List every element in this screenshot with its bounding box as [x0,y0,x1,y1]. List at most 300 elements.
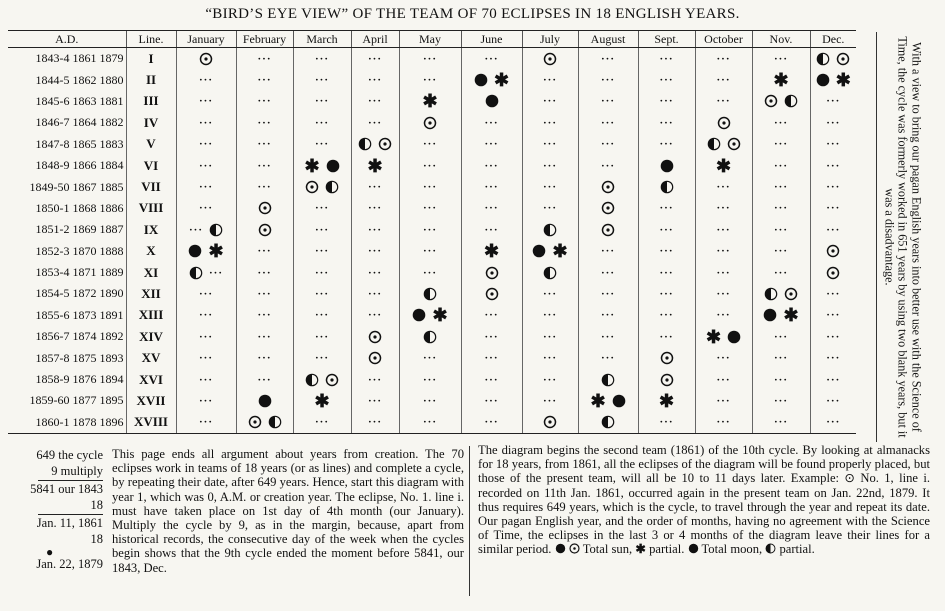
month-cell [810,155,856,176]
month-cell [176,412,236,434]
partial-star-icon: ✱ [552,241,568,262]
empty-marker: ··· [198,352,213,365]
empty-marker: ··· [314,245,329,258]
legend-total-moon: Total moon, [701,542,763,557]
empty-marker: ··· [716,287,731,300]
month-cell [522,283,578,304]
partial-star-icon: ✱ [367,155,383,176]
header-month-4: April [351,31,399,48]
month-cell [399,283,461,304]
month-cell [399,262,461,283]
row-years: 1860-1 1878 1896 [8,412,126,434]
empty-marker: ··· [484,223,499,236]
empty-marker: ··· [198,416,213,429]
month-cell [351,155,399,176]
partial-star-icon: ✱ [705,326,722,347]
partial-star-icon: ✱ [783,305,799,326]
month-cell [236,48,293,70]
empty-marker: ··· [659,330,674,343]
table-row [8,91,856,112]
month-cell [293,347,351,368]
empty-marker: ··· [314,287,329,300]
empty-marker: ··· [314,223,329,236]
month-cell [638,219,695,240]
month-cell [236,112,293,133]
empty-marker: ··· [826,352,841,365]
partial-star-icon: ✱ [658,390,675,411]
month-cell [638,155,695,176]
month-cell [461,369,522,390]
empty-marker: ··· [208,266,223,279]
side-note-box [876,32,927,442]
header-month-7: July [522,31,578,48]
month-cell [176,134,236,155]
month-cell [176,112,236,133]
month-cell [810,241,856,262]
empty-marker: ··· [314,309,329,322]
month-cell [351,283,399,304]
table-row [8,241,856,262]
month-cell [351,176,399,197]
month-cell [578,262,638,283]
table-header [8,31,856,48]
month-cell [638,283,695,304]
total-eclipse-icon [474,73,488,87]
month-cell [638,326,695,347]
month-cell [351,241,399,262]
month-cell [461,219,522,240]
month-cell [461,112,522,133]
total-eclipse-icon [188,244,202,258]
empty-marker: ··· [542,330,557,343]
empty-marker: ··· [716,245,731,258]
month-cell [461,390,522,411]
header-month-10: October [695,31,752,48]
month-cell [638,241,695,262]
empty-marker: ··· [422,266,437,279]
month-cell [399,198,461,219]
total-eclipse-icon [612,394,626,408]
row-line-number: IX [126,219,176,240]
header-line: Line. [126,31,176,48]
calc-line-multiply: 9 multiply [51,463,103,478]
table-row [8,134,856,155]
empty-marker: ··· [659,287,674,300]
month-cell [578,91,638,112]
month-cell [695,305,752,326]
empty-marker: ··· [422,352,437,365]
month-cell [293,305,351,326]
sun-eclipse-icon [784,287,798,301]
sun-eclipse-icon [305,180,319,194]
month-cell [638,91,695,112]
empty-marker: ··· [773,266,788,279]
month-cell [578,412,638,434]
header-ad: A.D. [8,31,126,48]
month-cell [351,305,399,326]
month-cell [578,390,638,411]
month-cell [810,412,856,434]
partial-moon-icon [189,266,203,280]
page-title: “BIRD’S EYE VIEW” OF THE TEAM OF 70 ECLIPSES IN 18 ENGLISH YEARS. [205,6,740,22]
partial-star-icon: ✱ [773,70,789,91]
partial-moon-icon [707,137,721,151]
month-cell [176,176,236,197]
month-cell [752,69,810,90]
month-cell [810,198,856,219]
month-cell [695,326,752,347]
month-cell [810,283,856,304]
month-cell [752,198,810,219]
partial-moon-icon [543,223,557,237]
month-cell [752,241,810,262]
month-cell [638,176,695,197]
month-cell [461,155,522,176]
empty-marker: ··· [600,352,615,365]
partial-moon-icon [423,330,437,344]
empty-marker: ··· [716,352,731,365]
month-cell [810,390,856,411]
row-years: 1846-7 1864 1882 [35,115,124,130]
empty-marker: ··· [198,74,213,87]
month-cell [522,305,578,326]
calc-line-jan11: Jan. 11, 1861 [36,516,103,530]
calc-line-5841: 5841 our 1843 [30,482,103,496]
month-cell [522,48,578,70]
partial-star-icon: ✱ [314,390,330,411]
empty-marker: ··· [542,138,557,151]
empty-marker: ··· [422,202,437,215]
empty-marker: ··· [716,309,731,322]
month-cell [399,176,461,197]
empty-marker: ··· [542,352,557,365]
partial-star-icon: ✱ [208,241,224,262]
month-cell [695,134,752,155]
row-years: 1849-50 1867 1885 [29,179,124,194]
month-cell [752,283,810,304]
explanation-right [478,443,930,557]
month-cell [293,91,351,112]
empty-marker: ··· [422,138,437,151]
sun-eclipse-icon [423,116,437,130]
month-cell [695,262,752,283]
sun-eclipse-icon [248,415,262,429]
empty-marker: ··· [600,159,615,172]
empty-marker: ··· [659,138,674,151]
table-row [8,390,856,411]
empty-marker: ··· [773,159,788,172]
row-line-number: III [126,91,176,112]
month-cell [695,219,752,240]
month-cell [351,91,399,112]
month-cell [176,305,236,326]
empty-marker: ··· [600,138,615,151]
month-cell [399,241,461,262]
month-cell [399,91,461,112]
month-cell [293,155,351,176]
month-cell [236,347,293,368]
month-cell [695,241,752,262]
row-line-number: XV [126,347,176,368]
row-years: 1859-60 1877 1895 [29,393,124,408]
month-cell [810,48,856,70]
empty-marker: ··· [367,74,382,87]
month-cell [461,326,522,347]
month-cell [293,283,351,304]
month-cell [752,48,810,70]
total-eclipse-icon [326,159,340,173]
empty-marker: ··· [367,416,382,429]
month-cell [236,176,293,197]
header-month-11: Nov. [752,31,810,48]
sun-eclipse-icon [485,266,499,280]
empty-marker: ··· [314,52,329,65]
partial-moon-icon [764,287,778,301]
table-row [8,305,856,326]
empty-marker: ··· [484,330,499,343]
month-cell [351,112,399,133]
month-cell [522,69,578,90]
empty-marker: ··· [314,202,329,215]
sun-eclipse-icon [378,137,392,151]
month-cell [461,134,522,155]
calc-rule [38,480,103,481]
month-cell [695,347,752,368]
month-cell [176,69,236,90]
month-cell [638,262,695,283]
partial-moon-icon [601,373,615,387]
partial-star-icon: ✱ [835,70,851,91]
month-cell [695,69,752,90]
sun-eclipse-icon [826,244,840,258]
empty-marker: ··· [484,416,499,429]
sun-eclipse-icon [764,94,778,108]
empty-marker: ··· [367,287,382,300]
table-row [8,412,856,434]
month-cell [236,198,293,219]
empty-marker: ··· [367,116,382,129]
month-cell [293,326,351,347]
calc-line-18b: 18 [90,531,103,546]
empty-marker: ··· [422,181,437,194]
month-cell [695,390,752,411]
empty-marker: ··· [600,330,615,343]
month-cell [522,369,578,390]
empty-marker: ··· [257,266,272,279]
month-cell [752,305,810,326]
month-cell [522,412,578,434]
empty-marker: ··· [542,116,557,129]
side-note: With a view to bring our pagan English years into better use with the Science of Time, the cycle was formerly worked in 651 years by using two blank years, but it was a disadvantage. [882,36,924,438]
table-row [8,283,856,304]
sun-eclipse-icon [660,373,674,387]
empty-marker: ··· [367,52,382,65]
empty-marker: ··· [600,245,615,258]
month-cell [461,198,522,219]
month-cell [638,69,695,90]
partial-star-icon: ✱ [715,155,732,176]
month-cell [236,390,293,411]
month-cell [351,369,399,390]
empty-marker: ··· [257,309,272,322]
table-row [8,112,856,133]
month-cell [522,326,578,347]
empty-marker: ··· [542,287,557,300]
month-cell [293,262,351,283]
calc-line-jan22: Jan. 22, 1879 [36,557,103,571]
month-cell [810,262,856,283]
empty-marker: ··· [826,202,841,215]
empty-marker: ··· [422,74,437,87]
total-eclipse-icon [660,159,674,173]
empty-marker: ··· [773,245,788,258]
empty-marker: ··· [659,116,674,129]
month-cell [399,155,461,176]
empty-marker: ··· [367,266,382,279]
partial-moon-icon [601,415,615,429]
month-cell [578,134,638,155]
empty-marker: ··· [422,52,437,65]
partial-moon-icon [268,415,282,429]
empty-marker: ··· [826,116,841,129]
partial-moon-icon [816,52,830,66]
month-cell [810,112,856,133]
empty-marker: ··· [198,181,213,194]
sun-eclipse-icon [826,266,840,280]
empty-marker: ··· [314,138,329,151]
table-row [8,69,856,90]
month-cell [176,326,236,347]
month-cell [176,219,236,240]
month-cell [695,155,752,176]
sun-eclipse-icon [325,373,339,387]
partial-moon-icon [209,223,223,237]
row-years: 1856-7 1874 1892 [35,329,124,344]
month-cell [752,262,810,283]
total-eclipse-icon [727,330,741,344]
month-cell [351,390,399,411]
month-cell [236,134,293,155]
empty-marker: ··· [314,416,329,429]
empty-marker: ··· [716,223,731,236]
empty-marker: ··· [422,373,437,386]
month-cell [578,347,638,368]
empty-marker: ··· [257,181,272,194]
month-cell [810,369,856,390]
month-cell [810,69,856,90]
empty-marker: ··· [188,223,203,236]
empty-marker: ··· [198,287,213,300]
legend [555,542,815,556]
month-cell [810,326,856,347]
month-cell [399,48,461,70]
empty-marker: ··· [659,202,674,215]
eclipse-table [8,30,856,434]
empty-marker: ··· [826,330,841,343]
empty-marker: ··· [773,330,788,343]
empty-marker: ··· [716,181,731,194]
empty-marker: ··· [198,159,213,172]
empty-marker: ··· [826,159,841,172]
month-cell [176,347,236,368]
empty-marker: ··· [826,181,841,194]
row-line-number: XII [126,283,176,304]
empty-marker: ··· [542,95,557,108]
table-row [8,176,856,197]
empty-marker: ··· [659,266,674,279]
explanation-right-text: The diagram begins the second team (1861) of the 10th cycle. By looking at almanacks for 18 years, from 1861, all the eclipses of the diagram will be found properly placed, but those of the present team, will all be 10 to 11 days later. Example: ⊙ No. 1, line i. recorded on 11th Jan. 1861, occurred again in the present team on Jan. 22nd, 1879. It thus requires 649 years, which is the cycle, to travel through the year and repeat its date. Our pagan English year, and the order of months, having no agreement with the Science of Time, the eclipses in the last 3 or 4 months of the diagram leave their lines for a similar period. [478,443,930,557]
month-cell [399,326,461,347]
row-years: 1857-8 1875 1893 [35,350,124,365]
empty-marker: ··· [314,116,329,129]
header-month-8: August [578,31,638,48]
empty-marker: ··· [422,223,437,236]
month-cell [351,326,399,347]
month-cell [176,48,236,70]
month-cell [236,155,293,176]
empty-marker: ··· [314,352,329,365]
month-cell [578,241,638,262]
partial-star-icon: ✱ [635,542,646,557]
empty-marker: ··· [773,52,788,65]
empty-marker: ··· [600,74,615,87]
month-cell [351,412,399,434]
empty-marker: ··· [367,181,382,194]
total-eclipse-icon [258,394,272,408]
month-cell [522,176,578,197]
sun-eclipse-icon [727,137,741,151]
month-cell [399,219,461,240]
month-cell [293,176,351,197]
month-cell [638,198,695,219]
month-cell [522,241,578,262]
month-cell [399,369,461,390]
sun-eclipse-icon [543,52,557,66]
month-cell [752,91,810,112]
empty-marker: ··· [542,74,557,87]
month-cell [578,305,638,326]
month-cell [351,48,399,70]
empty-marker: ··· [542,181,557,194]
row-years: 1853-4 1871 1889 [35,265,124,280]
partial-moon-icon [358,137,372,151]
table-row [8,219,856,240]
empty-marker: ··· [198,373,213,386]
partial-moon-icon [325,180,339,194]
empty-marker: ··· [716,52,731,65]
month-cell [399,390,461,411]
legend-total-sun: Total sun, [582,542,633,557]
month-cell [752,412,810,434]
month-cell [236,369,293,390]
month-cell [578,176,638,197]
month-cell [399,134,461,155]
month-cell [752,176,810,197]
calc-rule [38,514,103,515]
empty-marker: ··· [542,394,557,407]
empty-marker: ··· [257,52,272,65]
total-sun-icon [555,543,566,554]
sun-eclipse-icon [485,287,499,301]
empty-marker: ··· [773,116,788,129]
empty-marker: ··· [484,352,499,365]
row-line-number: XVII [126,390,176,411]
month-cell [695,369,752,390]
empty-marker: ··· [826,416,841,429]
month-cell [810,347,856,368]
sun-eclipse-icon [368,330,382,344]
empty-marker: ··· [716,266,731,279]
